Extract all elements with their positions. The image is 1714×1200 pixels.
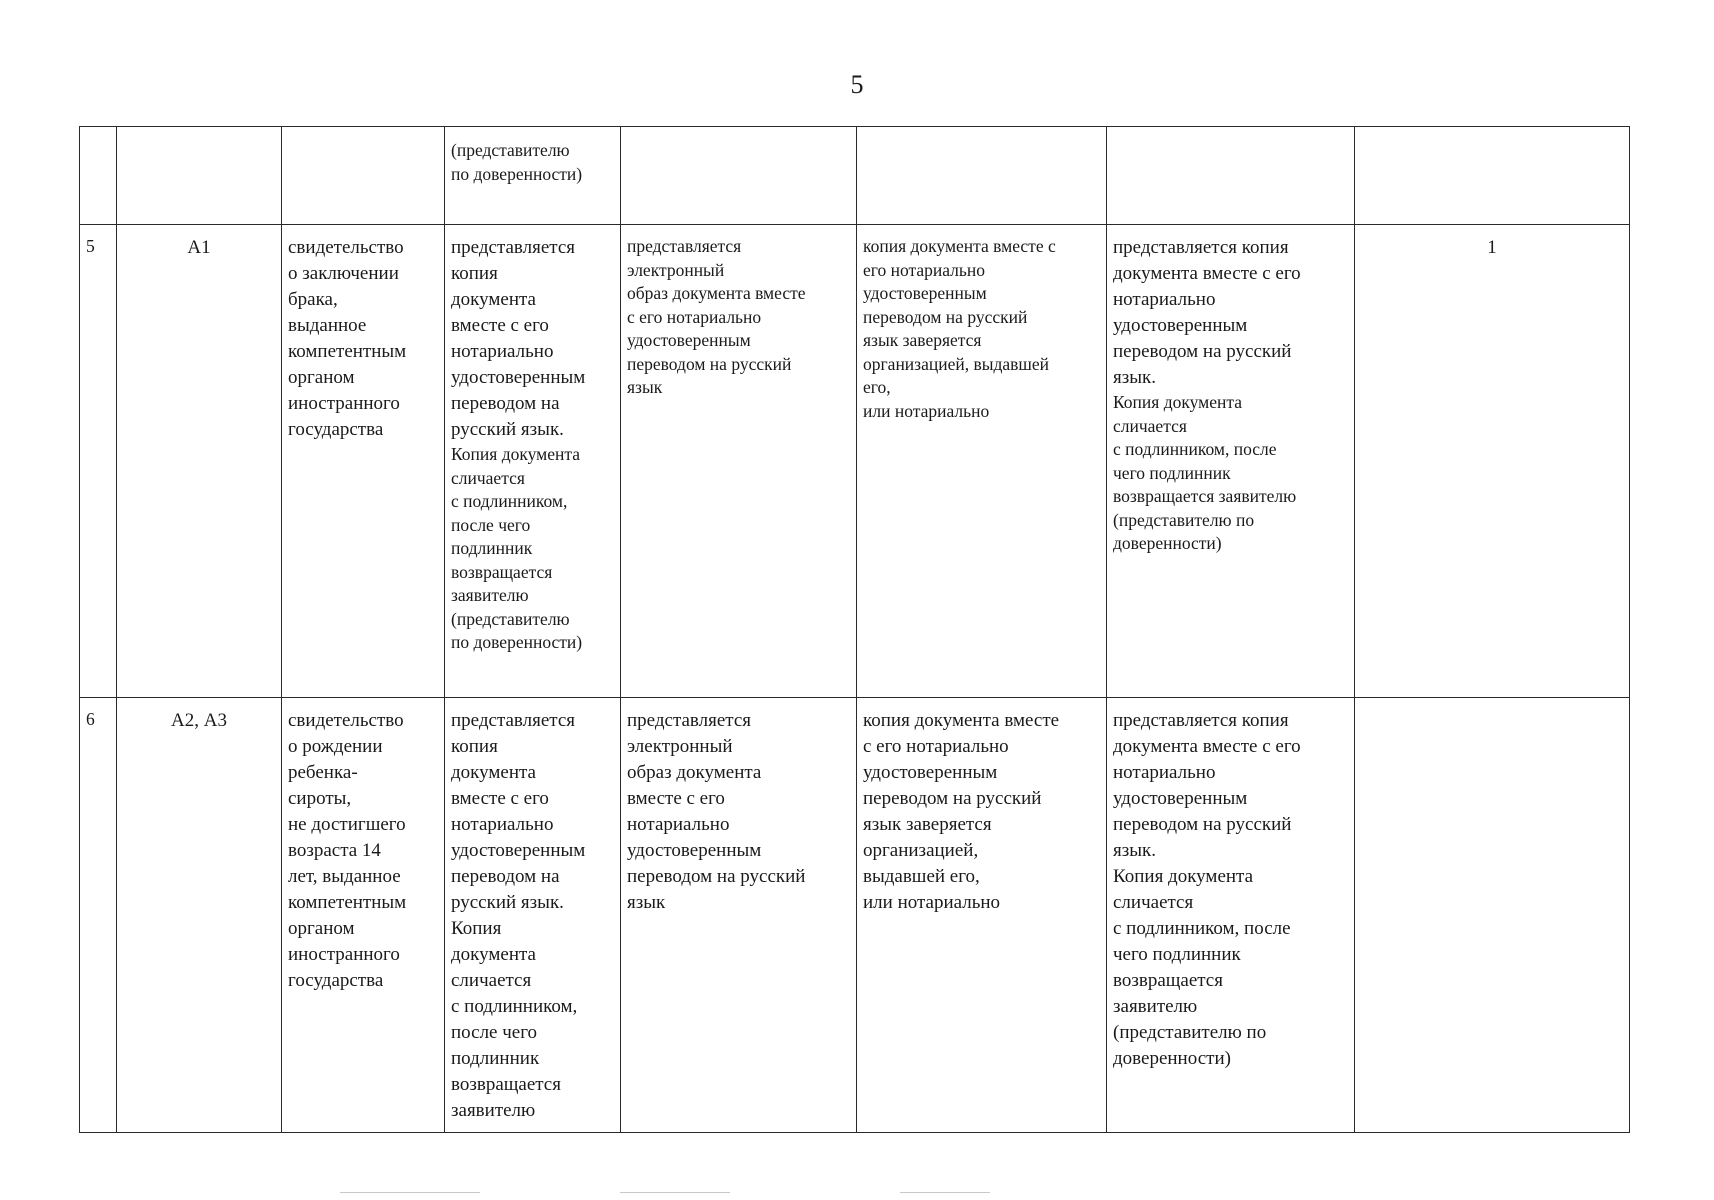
cell-document <box>282 225 445 698</box>
cell-code: А2, А3 <box>117 698 282 1133</box>
cell-code <box>117 127 282 225</box>
cell-mail <box>1107 127 1355 225</box>
cell-certification <box>857 225 1107 698</box>
cell-submission <box>445 225 621 698</box>
mail-tail-text: Копия документа сличается с подлинником, после чего подлинник возвращается заявителю (представителю по доверенности) <box>1113 392 1297 553</box>
electronic-text: представляется электронный образ документа вместе с его нотариально удостоверенным переводом на русский язык <box>627 236 806 397</box>
cell-mail <box>1107 225 1355 698</box>
cell-num: 6 <box>80 698 117 1133</box>
page-number: 5 <box>850 70 864 99</box>
document-text: свидетельство о заключении брака, выданное компетентным органом иностранного государства <box>288 237 407 440</box>
submission-text: представляется копия документа вместе с его нотариально удостоверенным переводом на русский язык. Копия документа сличается с подлинником, после чего подлинник возвращается заявителю <box>451 710 586 1121</box>
documents-table <box>79 126 1630 1133</box>
cell-num <box>80 127 117 225</box>
certification-text: копия документа вместе с его нотариально удостоверенным переводом на русский язык заверяется организацией, выдавшей его, или нотариально <box>863 236 1056 421</box>
cell-count <box>1355 698 1630 1133</box>
submission-tail-text: Копия документа сличается с подлинником, после чего подлинник возвращается заявителю (представителю по доверенности) <box>451 444 583 652</box>
scan-artifact-line <box>620 1192 730 1193</box>
mail-text: представляется копия документа вместе с его нотариально удостоверенным переводом на русский язык. <box>1113 237 1301 388</box>
cell-submission <box>445 127 621 225</box>
scan-artifact-line <box>340 1192 480 1193</box>
table-row <box>80 225 1630 698</box>
electronic-text: представляется электронный образ документа вместе с его нотариально удостоверенным переводом на русский язык <box>627 710 806 913</box>
cell-submission <box>445 698 621 1133</box>
cell-electronic <box>621 225 857 698</box>
cell-certification <box>857 698 1107 1133</box>
cell-num: 5 <box>80 225 117 698</box>
cell-electronic <box>621 127 857 225</box>
certification-text: копия документа вместе с его нотариально удостоверенным переводом на русский язык заверяется организацией, выдавшей его, или нотариально <box>863 710 1060 913</box>
cell-mail <box>1107 698 1355 1133</box>
scan-artifact-line <box>900 1192 990 1193</box>
mail-text: представляется копия документа вместе с его нотариально удостоверенным переводом на русский язык. Копия документа сличается с подлинником, после чего подлинник возвращается заявителю (представителю по доверенности) <box>1113 710 1301 1069</box>
cell-electronic <box>621 698 857 1133</box>
submission-text: (представителю по доверенности) <box>451 140 583 184</box>
submission-text: представляется копия документа вместе с его нотариально удостоверенным переводом на русский язык. <box>451 237 586 440</box>
cell-document <box>282 698 445 1133</box>
cell-count <box>1355 127 1630 225</box>
cell-document <box>282 127 445 225</box>
cell-certification <box>857 127 1107 225</box>
table-row <box>80 698 1630 1133</box>
cell-code: А1 <box>117 225 282 698</box>
table-row-continuation <box>80 127 1630 225</box>
cell-count: 1 <box>1355 225 1630 698</box>
document-text: свидетельство о рождении ребенка- сироты, не достигшего возраста 14 лет, выданное компетентным органом иностранного государства <box>288 710 407 991</box>
